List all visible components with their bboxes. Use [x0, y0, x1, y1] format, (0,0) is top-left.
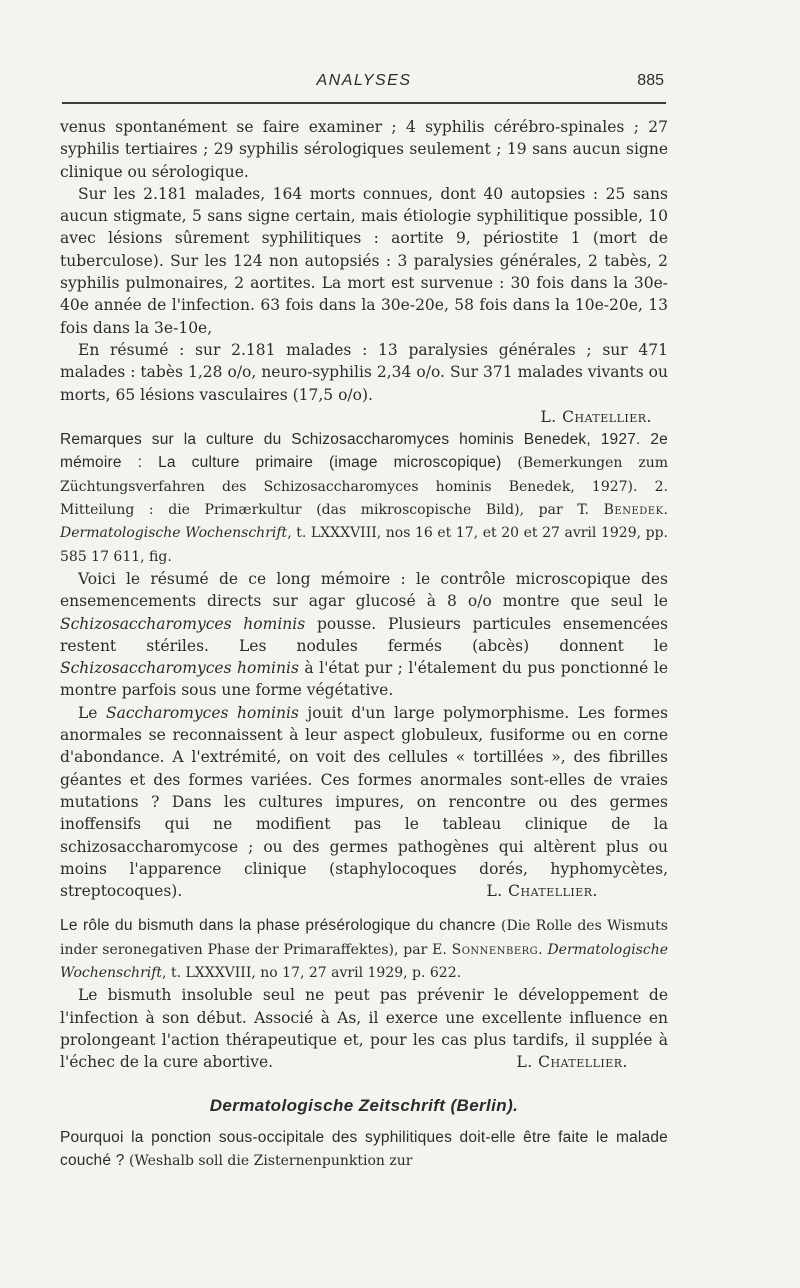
- paragraph: venus spontanément se faire examiner ; 4 syphilis cérébro-spinales ; 27 syphilis tertiaires ; 29 syphilis sérologiques seulement ; 19 sans aucun signe clinique ou sérologique.: [60, 118, 668, 181]
- text-run: Le: [78, 703, 107, 722]
- reference-text: (Die Rolle des Wismuts inder seronegativen Phase der Primaraffektes), par E.: [60, 918, 668, 958]
- signature: L. Chatellier.: [540, 407, 652, 426]
- paragraph: Sur les 2.181 malades, 164 morts connues, dont 40 autopsies : 25 sans aucun stigmate, 5 sans signe certain, mais étiologie syphilitique possible, 10 avec lésions sûrement syphilitiques : aortite 9, périostite 1 (mort de tuberculose). Sur les 124 non autopsiés : 3 paralysies générales, 2 tabès, 2 syphilis pulmonaires, 2 aortites. La mort est survenue : 30 fois dans la 30e-40e année de l'infection. 63 fois dans la 30e-20e, 58 fois dans la 10e-20e, 13 fois dans la 3e-10e,: [60, 184, 668, 337]
- reference-text: .: [663, 502, 668, 519]
- signature: L. Chatellier.: [486, 882, 598, 901]
- species-name: Schizosaccharomyces hominis: [60, 614, 306, 633]
- paragraph: [60, 568, 668, 702]
- article-title: Le rôle du bismuth dans la phase présérologique du chancre: [60, 917, 496, 935]
- article-title: Remarques sur la culture du Schizosaccharomyces hominis Benedek, 1927. 2e mémoire : La culture primaire (image microscopique): [60, 431, 668, 472]
- text-run: Le bismuth insoluble seul ne peut pas prévenir le développement de l'infection à son début. Associé à As, il exerce une excellente influence en prolongeant l'action thérapeutique et, pour les cas plus tardifs, il supplée à l'échec de la cure abortive.: [60, 986, 668, 1072]
- page-body: [60, 116, 668, 1172]
- journal-name: Dermatologische Wochenschrift: [60, 941, 669, 981]
- text-run: Voici le résumé de ce long mémoire : le contrôle microscopique des ensemencements directs sur agar glucosé à 8 o/o montre que seul le: [60, 569, 668, 611]
- journal-name: Dermatologische Wochenschrift: [60, 525, 288, 542]
- reference-text: (Bemerkungen zum Züchtungsverfahren des Schizosaccharomyces hominis Benedek, 1927). 2. Mitteilung : die Primærkultur (das mikroscopische Bild), par T.: [60, 455, 668, 519]
- article-title: Pourquoi la ponction sous-occipitale des syphilitiques doit-elle être faite le malade couché ?: [60, 1128, 668, 1170]
- author-name: Sonnenberg: [451, 941, 539, 958]
- article-reference: (Weshalb soll die Zisternenpunktion zur: [124, 1153, 413, 1170]
- text-run: jouit d'un large polymorphisme. Les formes anormales se reconnaissent à leur aspect globuleux, fusiforme ou en corne d'abondance. A l'extrémité, on voit des cellules « tortillées », des fibrilles géantes et des formes variées. Ces formes anormales sont-elles de vraies mutations ? Dans les cultures impures, on rencontre ou des germes inoffensifs qui ne modifient pas le tableau clinique de la schizosaccharomycose ; ou des germes pathogènes qui altèrent plus ou moins l'apparence clinique (staphylocoques dorés, hyphomycètes, streptocoques).: [60, 703, 668, 901]
- author-name: Benedek: [603, 502, 664, 519]
- reference-text: .: [538, 941, 548, 958]
- species-name: Schizosaccharomyces hominis: [60, 659, 299, 678]
- signature: L. Chatellier.: [516, 1053, 628, 1072]
- article-heading: [60, 428, 668, 568]
- text-run: à l'état pur ; l'étalement du pus ponctionné le montre parfois sous une forme végétative.: [60, 659, 668, 700]
- article-heading: [60, 914, 668, 984]
- article-heading: [60, 1126, 668, 1173]
- reference-text: , t. LXXXVIII, no 17, 27 avril 1929, p. 622.: [162, 964, 462, 981]
- paragraph: [60, 702, 668, 903]
- header-rule: [62, 102, 666, 104]
- species-name: Saccharomyces hominis: [106, 703, 299, 722]
- running-title: ANALYSES: [316, 72, 412, 89]
- paragraph: En résumé : sur 2.181 malades : 13 paralysies générales ; sur 471 malades : tabès 1,28 o/o, neuro-syphilis 2,34 o/o. Sur 371 malades vivants ou morts, 65 lésions vasculaires (17,5 o/o).: [60, 340, 668, 404]
- article-reference: [60, 455, 668, 564]
- section-heading: Dermatologische Zeitschrift (Berlin).: [209, 1096, 519, 1116]
- paragraph: [60, 984, 668, 1073]
- page-number: 885: [637, 72, 664, 89]
- text-run: pousse. Plusieurs particules ensemencées restent stériles. Les nodules fermés (abcès) donnent le: [60, 614, 668, 655]
- reference-text: , t. LXXXVIII, nos 16 et 17, et 20 et 27 avril 1929, pp. 585 17 611, fig.: [60, 525, 668, 565]
- page-header: [62, 70, 666, 98]
